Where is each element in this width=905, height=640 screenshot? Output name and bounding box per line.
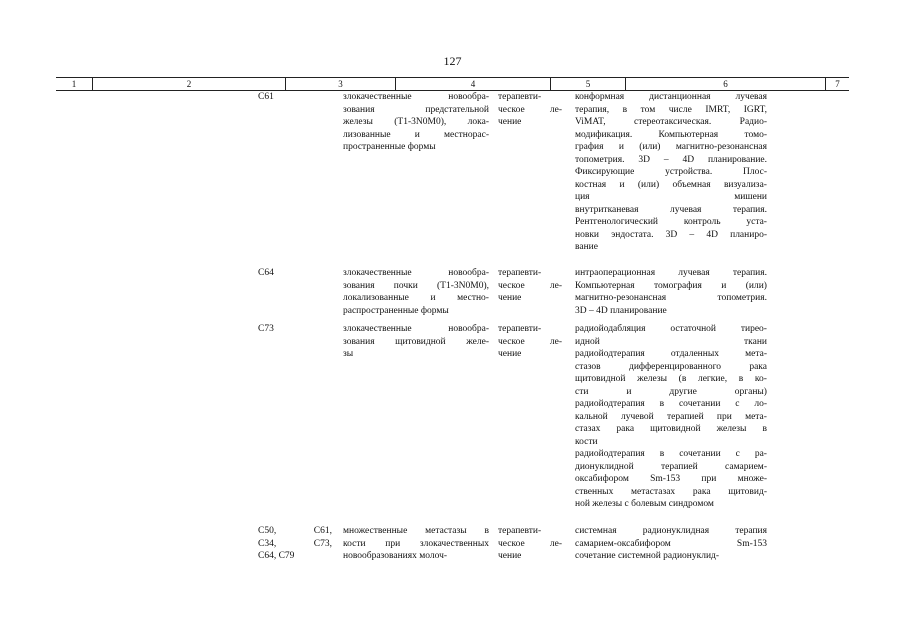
row-treatment [498, 267, 562, 305]
row-treatment-line: чение [498, 551, 522, 561]
row-method-line: радиойодтерапия в сочетании с ло- [575, 399, 767, 409]
row-method-line: дионуклидной терапией самарием- [575, 461, 767, 472]
row-method [575, 267, 767, 317]
header-col-7: 7 [825, 78, 849, 90]
row-treatment-line: ческое ле- [498, 104, 562, 115]
row-method-line: сочетание системной радионуклид- [575, 551, 720, 561]
row-method-line: системная радионуклидная терапия [575, 526, 767, 536]
header-col-1: 1 [71, 79, 77, 89]
row-method-line: кальной лучевой терапией при мета- [575, 411, 767, 422]
row-method-line: конформная дистанционная лучевая [575, 92, 767, 102]
row-disease-line: злокачественные новообра- [343, 92, 489, 102]
row-treatment [498, 525, 562, 563]
row-treatment [498, 91, 562, 129]
row-disease-line: пространенные формы [343, 142, 436, 152]
row-method-line: новки эндостата. 3D – 4D планиро- [575, 229, 767, 240]
row-method-line: костная и (или) объемная визуализа- [575, 179, 767, 190]
row-disease-line: зования почки (T1-3N0M0), [343, 280, 489, 291]
row-disease-line: злокачественные новообра- [343, 324, 489, 334]
row-disease [343, 91, 489, 154]
row-disease-line: железы (T1-3N0M0), лока- [343, 117, 489, 127]
row-treatment-line: терапевти- [498, 92, 542, 102]
row-method-line: Компьютерная томография и (или) [575, 280, 767, 291]
row-code-line: C73 [258, 324, 274, 334]
row-code-line: C61 [258, 92, 274, 102]
row-method-line: самарием-оксабифором Sm-153 [575, 538, 767, 549]
header-col-3: 3 [285, 78, 395, 90]
row-method-line: Фиксирующие устройства. Плос- [575, 167, 767, 177]
row-disease-line: злокачественные новообра- [343, 268, 489, 278]
header-col-6: 6 [625, 78, 825, 90]
row-method-line: интраоперационная лучевая терапия. [575, 268, 767, 278]
row-treatment [498, 323, 562, 361]
table-header [56, 77, 849, 91]
row-method-line: ной железы с болевым синдромом [575, 499, 714, 509]
row-method [575, 323, 767, 511]
row-method-line: кости [575, 436, 598, 447]
row-method-line: Рентгенологический контроль уста- [575, 217, 767, 227]
row-disease-line: зования предстательной [343, 104, 489, 115]
row-disease-line: зы [343, 349, 354, 359]
row-method-line: стазах рака щитовидной железы в [575, 424, 767, 434]
row-method-line: вание [575, 242, 598, 252]
row-code-line: C64, C79 [258, 551, 295, 561]
row-treatment-line: ческое ле- [498, 336, 562, 347]
row-code [258, 91, 332, 104]
row-disease-line: лизованные и местнорас- [343, 129, 489, 140]
row-treatment-line: терапевти- [498, 268, 542, 278]
row-disease-line: кости при злокачественных [343, 538, 489, 549]
row-code-line: C50, C61, [258, 526, 332, 536]
header-col-2: 2 [92, 78, 285, 90]
row-method-line: идной ткани [575, 336, 767, 347]
row-method-line: внутритканевая лучевая терапия. [575, 204, 767, 215]
row-treatment-line: чение [498, 293, 522, 303]
row-method-line: радиойодтерапия в сочетании с ра- [575, 449, 767, 459]
row-method-line: оксабифором Sm-153 при множе- [575, 474, 767, 484]
row-method-line: модификация. Компьютерная томо- [575, 129, 767, 140]
row-method-line: топометрия. 3D – 4D планирование. [575, 154, 767, 165]
row-disease-line: распространенные формы [343, 305, 449, 316]
row-method-line: магнитно-резонансная топометрия. [575, 293, 767, 303]
row-method-line: радиойодабляция остаточной тирео- [575, 324, 767, 334]
row-treatment-line: терапевти- [498, 324, 542, 334]
row-treatment-line: чение [498, 117, 522, 127]
header-col-4: 4 [395, 78, 550, 90]
row-method-line: 3D – 4D планирование [575, 305, 667, 316]
row-disease-line: зования щитовидной желе- [343, 336, 489, 347]
row-disease-line: локализованные и местно- [343, 293, 489, 303]
row-code [258, 267, 332, 280]
row-method-line: ция мишени [575, 192, 767, 202]
row-code [258, 525, 332, 563]
row-method [575, 91, 767, 254]
row-code-line: C64 [258, 268, 274, 278]
row-code-line: C34, C73, [258, 538, 332, 549]
row-treatment-line: ческое ле- [498, 538, 562, 549]
row-code [258, 323, 332, 336]
row-method-line: ственных метастазах рака щитовид- [575, 486, 767, 497]
page-number: 127 [443, 54, 462, 68]
row-disease [343, 525, 489, 563]
row-method-line: щитовидной железы (в легкие, в ко- [575, 374, 767, 384]
row-treatment-line: чение [498, 349, 522, 359]
row-disease [343, 323, 489, 361]
row-method-line: терапия, в том числе IMRT, IGRT, [575, 104, 767, 115]
row-method-line: радиойодтерапия отдаленных мета- [575, 349, 767, 359]
row-disease [343, 267, 489, 317]
row-disease-line: множественные метастазы в [343, 526, 489, 536]
row-method-line: графия и (или) магнитно-резонансная [575, 142, 767, 152]
row-disease-line: новообразованиях молоч- [343, 551, 448, 561]
row-treatment-line: ческое ле- [498, 280, 562, 291]
row-method-line: сти и другие органы) [575, 386, 767, 397]
row-method [575, 525, 767, 563]
row-method-line: ViMAT, стереотаксическая. Радио- [575, 117, 767, 127]
row-treatment-line: терапевти- [498, 526, 542, 536]
header-col-5: 5 [550, 78, 625, 90]
row-method-line: стазов дифференцированного рака [575, 361, 767, 372]
